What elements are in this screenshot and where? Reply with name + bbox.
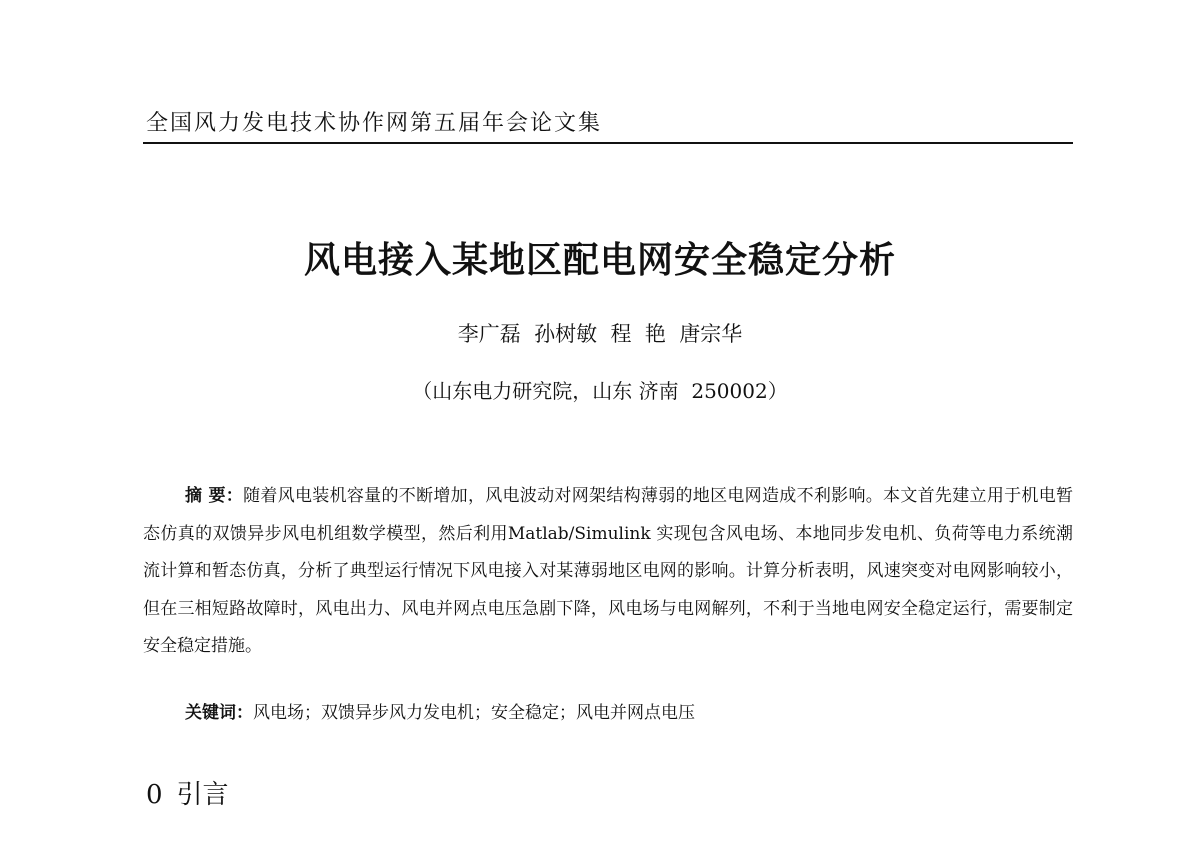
author-affiliation: （山东电力研究院，山东 济南 250002） (412, 379, 788, 403)
section-heading (146, 774, 229, 811)
author-list: 李广磊 孙树敏 程 艳 唐宗华 (457, 322, 743, 346)
abstract-text: 随着风电装机容量的不断增加，风电波动对网架结构薄弱的地区电网造成不利影响。本文首先建立用于机电暂态仿真的双馈异步风电机组数学模型，然后利用Matlab/Simulink 实现包含风电场、本地同步发电机、负荷等电力系统潮流计算和暂态仿真，分析了典型运行情况下风电接入对某薄弱地区电网的影响。计算分析表明，风速突变对电网影响较小，但在三相短路故障时，风电出力、风电并网点电压急剧下降，风电场与电网解列，不利于当地电网安全稳定运行，需要制定安全稳定措施。 (143, 486, 1074, 656)
header-rule (143, 142, 1073, 144)
abstract-label: 摘 要： (185, 486, 244, 506)
keywords (185, 698, 695, 723)
section-number: 0 (146, 780, 163, 810)
running-header: 全国风力发电技术协作网第五届年会论文集 (146, 111, 603, 136)
keywords-label: 关键词： (185, 703, 253, 723)
paper-title: 风电接入某地区配电网安全稳定分析 (303, 239, 896, 281)
section-title: 引言 (176, 780, 229, 810)
abstract (143, 478, 1073, 666)
keywords-text: 风电场；双馈异步风力发电机；安全稳定；风电并网点电压 (253, 703, 695, 723)
